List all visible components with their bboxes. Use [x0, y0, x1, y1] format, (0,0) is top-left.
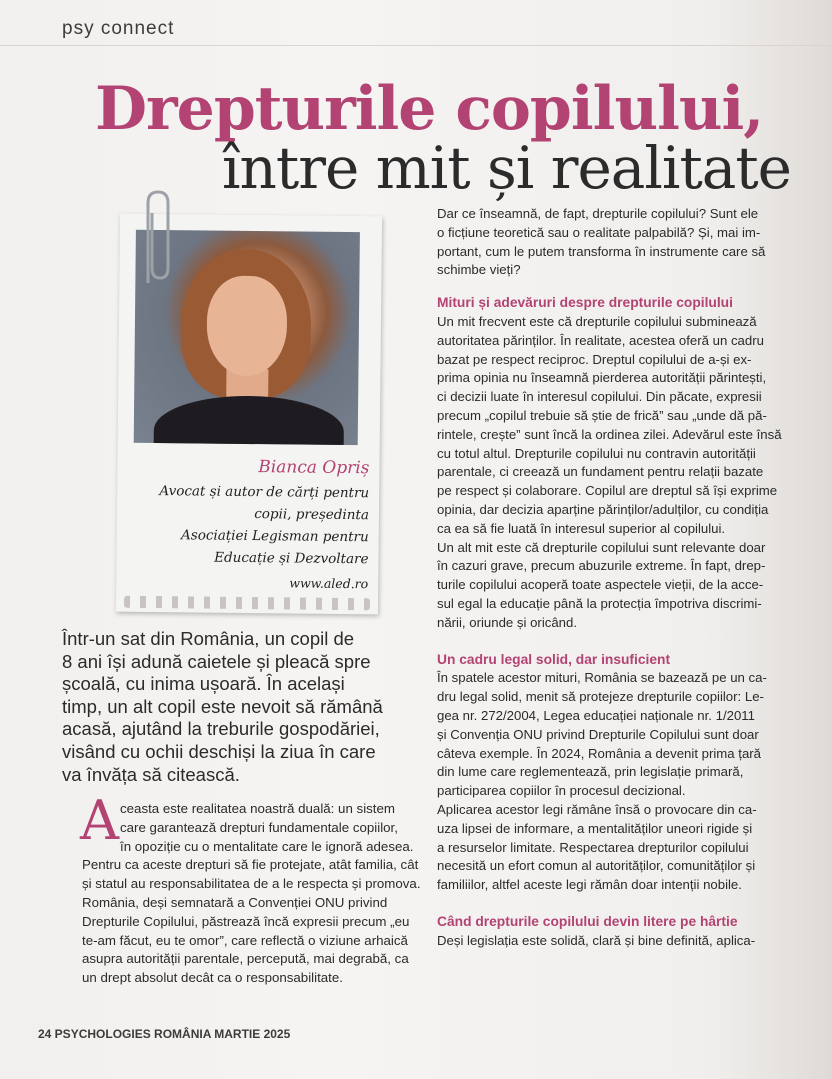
right-column-body: Dar ce înseamnă, de fapt, drepturile copilului? Sunt ele o ficțiune teoretică sau o realitate palpabilă? Și, mai im- portant, cum le putem transforma în instrumente care să schimbe vieți? Mituri și adevăruri despre drepturile copilului Un mit frecvent este că drepturile copilului subminează autoritatea părinților. În realitate, acestea oferă un cadru bazat pe respect reciproc. Dreptul copilului de a-și ex- prima opinia nu înseamnă pierderea autorității părintești, ci decizii luate în interesul copilului. Din păcate, expresii precum „copilul trebuie să știe de frică” sau „unde dă pă- rintele, crește” sunt încă la ordinea zilei. Adevărul este însă cu totul altul. Drepturile copilului nu contravin autorității parentale, ci creează un fundament pentru relații bazate pe respect și colaborare. Copilul are dreptul să își exprime opinia, dar decizia aparține părinților/adulților, cu condiția ca ea să fie luată în interesul superior al copilului. Un alt mit este că drepturile copilului sunt relevante doar în cazuri grave, precum abuzurile extreme. În fapt, drep- turile copilului acoperă toate aspectele vieții, de la acce- sul egal la educație până la protecția împotriva discrimi- nării, oriunde și oricând. Un cadru legal solid, dar insuficient În spatele acestor mituri, România se bazează pe un ca- dru legal solid, menit să protejeze drepturile copiilor: Le- gea nr. 272/2004, Legea educației naționale nr. 1/2011 și Convenția ONU privind Drepturile Copilului sunt doar câteva exemple. În 2024, România a devenit prima țară din lume care reglementează, prin legislație primară, participarea copiilor în procesul decizional. Aplicarea acestor legi rămâne însă o provocare din ca- uza lipsei de informare, a mentalităților uneori rigide și a resurselor limitate. Respectarea drepturilor copilului necesită un efort comun al autorităților, comunităților și familiilor, altfel aceste legi rămân doar intenții nobile. Când drepturile copilului devin litere pe hârtie Deși legislația este solidă, clară și bine definită, aplica-	[437, 205, 809, 950]
author-role-line: Asociației Legisman pentru	[180, 527, 369, 546]
left-column-body: A ceasta este realitatea noastră duală: un sistem care garantează drepturi fundamentale copiilor, în opoziție cu o mentalitate care le ignoră adesea. Pentru ca aceste drepturi să fie protejate, atât familia, cât și statul au responsabilitatea de a le respecta și promova. România, deși semnatară a Convenției ONU privind Drepturile Copilului, păstrează încă expresii precum „eu te-am făcut, eu te omor”, care reflectă o viziune arhaică asupra autorității parentale, percepută, mai degrabă, ca un drept absolut decât ca o responsabilitate.	[80, 789, 421, 986]
author-role-line: Avocat și autor de cărți pentru	[159, 483, 370, 502]
subheading: Când drepturile copilului devin litere pe hârtie	[437, 913, 738, 929]
intro-paragraph: Într-un sat din România, un copil de 8 ani își adună caietele și pleacă spre școală, cu inima ușoară. În același timp, un alt copil este nevoit să rămână acasă, ajutând la treburile gospodăriei, visând cu ochii deschiși la ziua în care va învăța să citească.	[62, 628, 383, 785]
subheading: Un cadru legal solid, dar insuficient	[437, 651, 671, 667]
drop-cap: A	[80, 789, 119, 852]
author-name: Bianca Opriș	[258, 457, 370, 479]
page-footer: 24 PSYCHOLOGIES ROMÂNIA MARTIE 2025	[38, 1027, 291, 1041]
author-website: www.aled.ro	[289, 575, 369, 592]
headline-line-2: între mit și realitate	[222, 134, 791, 202]
author-role-line: Educație și Dezvoltare	[214, 549, 369, 568]
headline-line-1: Drepturile copilului,	[95, 74, 764, 144]
author-role-line: copii, președinta	[254, 506, 370, 524]
subheading: Mituri și adevăruri despre drepturile copilului	[437, 295, 733, 311]
header-rule	[0, 45, 832, 46]
section-label: psy connect	[62, 18, 175, 39]
paperclip-icon	[136, 188, 174, 293]
perforated-edge	[124, 596, 370, 611]
